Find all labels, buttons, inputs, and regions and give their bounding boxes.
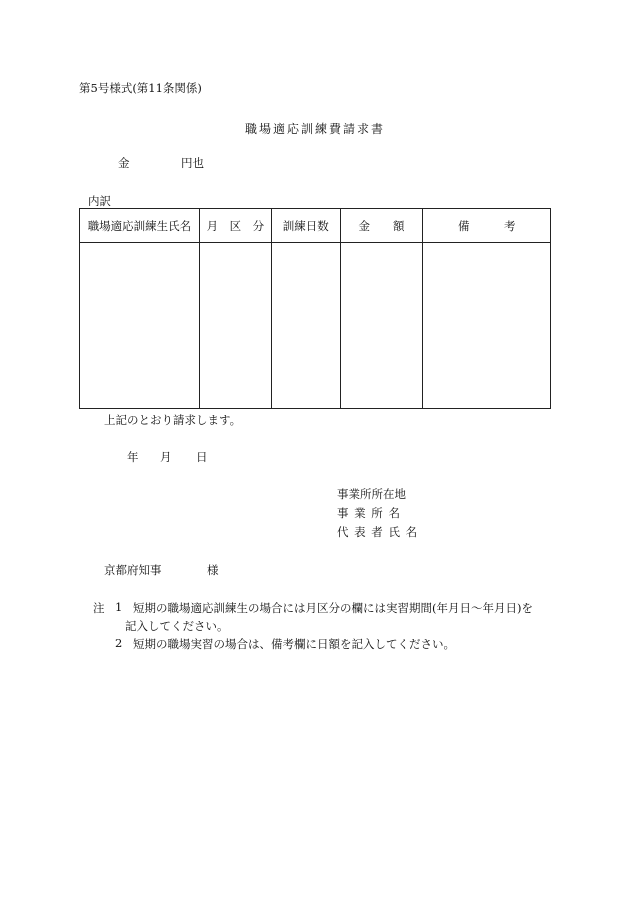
request-statement: 上記のとおり請求します。 xyxy=(104,413,242,427)
note-1-line-1: 短期の職場適応訓練生の場合には月区分の欄には実習期間(年月日～年月日)を xyxy=(133,601,533,615)
date-year-label: 年 xyxy=(127,450,139,464)
document-title: 職場適応訓練費請求書 xyxy=(244,122,385,136)
office-address-label: 事業所所在地 xyxy=(337,487,406,501)
header-remarks: 備 考 xyxy=(423,209,551,243)
breakdown-table xyxy=(79,208,551,409)
amount-suffix: 円也 xyxy=(181,156,204,170)
header-month-division: 月 区 分 xyxy=(199,209,271,243)
breakdown-label: 内訳 xyxy=(88,194,111,208)
notes-label: 注 xyxy=(93,601,105,615)
cell-month-division[interactable] xyxy=(199,243,271,409)
table-header-row xyxy=(80,209,551,243)
addressee-honorific: 様 xyxy=(207,563,219,577)
note-1-number: 1 xyxy=(115,600,123,614)
note-1-line-2: 記入してください。 xyxy=(125,619,229,633)
addressee-name: 京都府知事 xyxy=(104,563,162,577)
header-trainee-name: 職場適応訓練生氏名 xyxy=(80,209,200,243)
cell-trainee-name[interactable] xyxy=(80,243,200,409)
cell-amount[interactable] xyxy=(340,243,423,409)
cell-training-days[interactable] xyxy=(271,243,340,409)
date-month-label: 月 xyxy=(160,450,172,464)
table-row xyxy=(80,243,551,409)
note-2-number: 2 xyxy=(115,636,123,650)
note-2-line-1: 短期の職場実習の場合は、備考欄に日額を記入してください。 xyxy=(133,637,455,651)
form-number: 第5号様式(第11条関係) xyxy=(79,81,202,95)
header-training-days: 訓練日数 xyxy=(271,209,340,243)
representative-name-label: 代 表 者 氏 名 xyxy=(337,525,419,539)
cell-remarks[interactable] xyxy=(423,243,551,409)
date-day-label: 日 xyxy=(196,450,208,464)
office-name-label: 事 業 所 名 xyxy=(337,506,401,520)
amount-prefix: 金 xyxy=(118,156,130,170)
header-amount: 金 額 xyxy=(340,209,423,243)
